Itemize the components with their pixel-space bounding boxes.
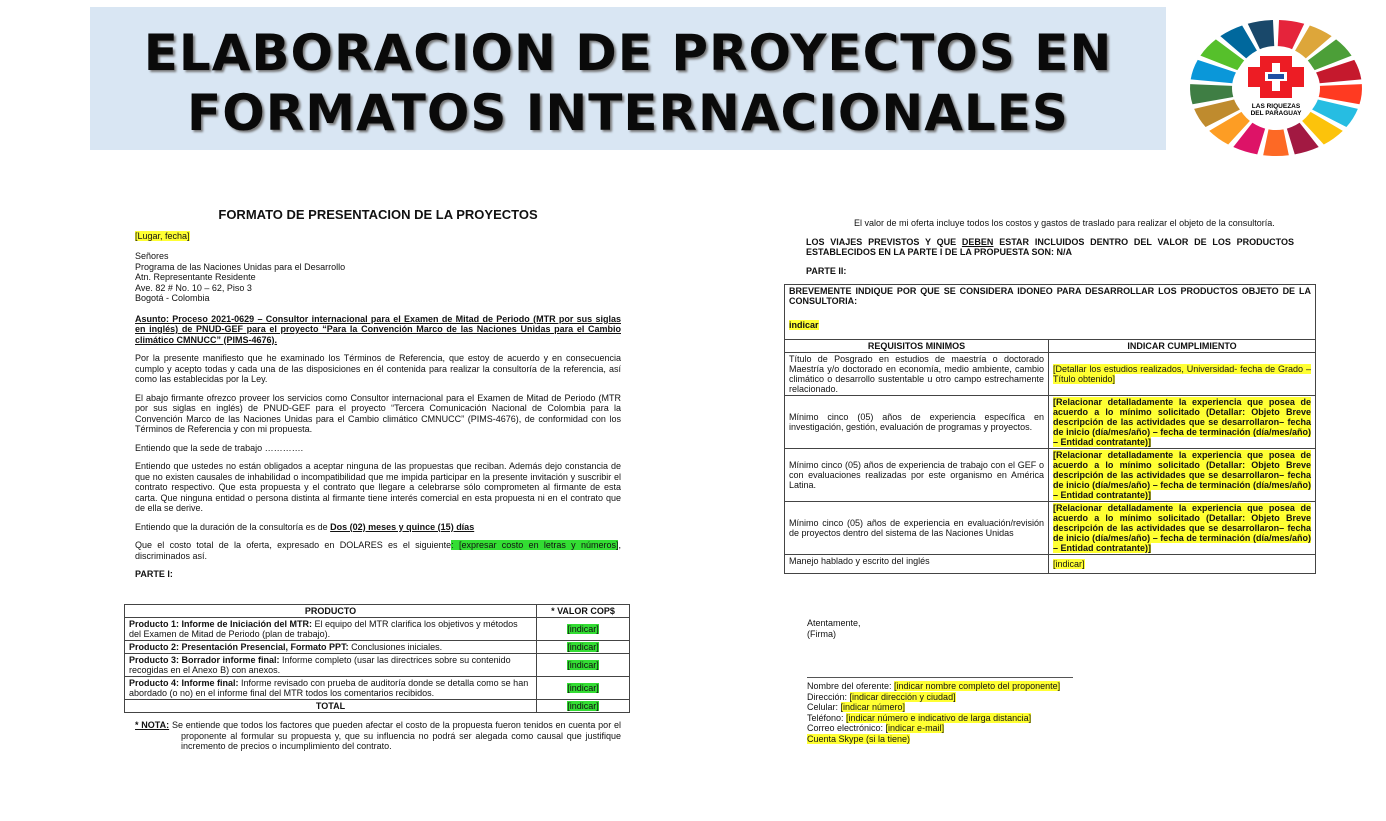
closing-text: Atentamente, bbox=[807, 618, 861, 628]
address-line: Señores bbox=[135, 251, 169, 261]
products-table bbox=[124, 604, 630, 713]
logo-text-1: LAS RIQUEZAS bbox=[1251, 103, 1301, 110]
sig-field bbox=[807, 681, 1207, 692]
title-line-2: FORMATOS INTERNACIONALES bbox=[187, 84, 1069, 142]
sig-field bbox=[807, 702, 1207, 713]
cost-placeholder: : [expresar costo en letras y números] bbox=[451, 540, 619, 550]
address-line: Ave. 82 # No. 10 – 62, Piso 3 bbox=[135, 282, 252, 293]
product-name: Producto 2: Presentación Presencial, Formato PPT: bbox=[129, 642, 349, 652]
address-line: Programa de las Naciones Unidas para el Desarrollo bbox=[135, 261, 346, 272]
sig-field bbox=[807, 723, 1207, 734]
page-title bbox=[90, 7, 1166, 143]
sig-field-value: [indicar nombre completo del proponente] bbox=[894, 681, 1061, 691]
table-header-row bbox=[785, 340, 1316, 353]
sig-field bbox=[807, 713, 1207, 724]
requirement-text: Título de Posgrado en estudios de maestría o doctorado Maestría y/o doctorado en economía, medio ambiente, cambio climático o desarrollo sustentable u otro campo estrechamente relacionado. bbox=[785, 353, 1049, 396]
proposal-letter bbox=[135, 207, 621, 588]
address-block bbox=[135, 251, 621, 304]
table-row bbox=[785, 449, 1316, 502]
sig-field-value: [indicar e-mail] bbox=[885, 723, 945, 733]
idoneo-question: BREVEMENTE INDIQUE POR QUE SE CONSIDERA IDONEO PARA DESARROLLAR LOS PRODUCTOS OBJETO DE LA CONSULTORIA: bbox=[789, 286, 1311, 306]
requirement-text: Mínimo cinco (05) años de experiencia específica en investigación, gestión, evaluación de programas y proyectos. bbox=[785, 396, 1049, 449]
proposal-letter-continued bbox=[784, 218, 1316, 574]
product-value: [indicar] bbox=[567, 642, 599, 652]
idoneo-box bbox=[785, 285, 1316, 340]
compliance-placeholder: [Relacionar detalladamente la experiencia que posea de acuerdo a lo mínimo solicitado (Detallar: Objeto Breve descripción de las actividades que se desarrollaron– fecha de inicio (día/mes/año) – fecha de terminación (día/mes/año) – Entidad contratante)] bbox=[1053, 450, 1311, 500]
requirement-text: Mínimo cinco (05) años de experiencia de trabajo con el GEF o con evaluaciones realizadas por este organismo en América Latina. bbox=[785, 449, 1049, 502]
place-date-placeholder: [Lugar, fecha] bbox=[135, 230, 190, 241]
table-row bbox=[785, 396, 1316, 449]
product-desc: Informe completo (usar las directrices sobre su contenido recogidas en el Anexo B) con anexos. bbox=[129, 655, 511, 675]
compliance-placeholder: [Relacionar detalladamente la experiencia que posea de acuerdo a lo mínimo solicitado (Detallar: Objeto Breve descripción de las actividades que se desarrollaron– fecha de inicio (día/mes/año) – fecha de terminación (día/mes/año) – Entidad contratante)] bbox=[1053, 503, 1311, 553]
table-header-row bbox=[125, 605, 630, 618]
sig-field-value: [indicar dirección y ciudad] bbox=[849, 691, 956, 702]
product-value: [indicar] bbox=[567, 624, 599, 634]
subject-line: Asunto: Proceso 2021-0629 – Consultor internacional para el Examen de Mitad de Periodo (MTR por sus siglas en inglés) de PNUD-GEF para el proyecto “Para la Convención Marco de las Naciones Unidas para el Cambio climático CMNUCC” (PIMS-4676). bbox=[135, 313, 621, 345]
paragraph-1: Por la presente manifiesto que he examinado los Términos de Referencia, que estoy de acuerdo y en consecuencia cumplo y acepto todas y cada una de las disposiciones en él contenida para realizar la consultoría de la referencia, así como las establecidas por la Ley. bbox=[135, 353, 621, 384]
compliance-placeholder: [Detallar los estudios realizados, Universidad- fecha de Grado – Título obtenido] bbox=[1053, 364, 1311, 384]
total-value: [indicar] bbox=[567, 701, 599, 711]
cost-text-end: , discriminados así. bbox=[135, 540, 621, 561]
product-name: Producto 3: Borrador informe final: bbox=[129, 655, 280, 665]
table-row bbox=[125, 618, 630, 641]
travel-underlined: DEBEN bbox=[961, 236, 994, 247]
signature-line bbox=[807, 677, 1073, 678]
column-header: PRODUCTO bbox=[125, 605, 537, 618]
travel-text: LOS VIAJES PREVISTOS Y QUE bbox=[806, 236, 962, 247]
right-paragraph-1: El valor de mi oferta incluye todos los costos y gastos de traslado para realizar el objeto de la consultoría. bbox=[854, 218, 1275, 228]
compliance-placeholder: [indicar] bbox=[1053, 559, 1085, 569]
letter-title: FORMATO DE PRESENTACION DE LA PROYECTOS bbox=[218, 207, 538, 222]
requirement-text: Manejo hablado y escrito del inglés bbox=[785, 555, 1049, 574]
title-banner bbox=[90, 7, 1166, 150]
sig-field-label: Correo electrónico: bbox=[807, 723, 886, 733]
cost-note bbox=[135, 720, 621, 760]
paragraph-4: Entiendo que ustedes no están obligados a aceptar ninguna de las propuestas que reciban. Además dejo constancia de que no existen causales de inhabilidad o incompatibilidad que me impida participar en la presente invitación y suscribir el contrato respectivo. Que esta propuesta y el contrato que llegare a celebrarse sólo comprometen al firmante de esta carta. Que ninguna entidad o persona distinta al firmante tiene interés comercial en esta propuesta ni en el contrato que de ella se derive. bbox=[135, 461, 621, 513]
column-header: INDICAR CUMPLIMIENTO bbox=[1049, 340, 1316, 353]
column-header: * VALOR COP$ bbox=[537, 605, 630, 618]
table-row bbox=[125, 677, 630, 700]
signature-label: (Firma) bbox=[807, 628, 836, 639]
duration-value: Dos (02) meses y quince (15) días bbox=[330, 521, 475, 532]
title-line-1: ELABORACION DE PROYECTOS EN bbox=[143, 24, 1113, 82]
table-row bbox=[785, 502, 1316, 555]
paragraph-2: El abajo firmante ofrezco proveer los servicios como Consultor internacional para el Examen de Mitad de Periodo (MTR por sus siglas en inglés) de PNUD-GEF para el proyecto “Tercera Comunicación Nacional de Colombia para la Convención Marco de las Naciones Unidas para el Cambio climático CMNUCC” (PIMS-4676), de conformidad con los Términos de Referencia y con mi propuesta. bbox=[135, 392, 621, 434]
product-desc: Conclusiones iniciales. bbox=[348, 642, 443, 652]
address-line: Atn. Representante Residente bbox=[135, 272, 256, 282]
table-row bbox=[785, 555, 1316, 574]
total-label: TOTAL bbox=[125, 700, 537, 713]
product-value: [indicar] bbox=[567, 660, 599, 670]
sig-field-value: [indicar número e indicativo de larga distancia] bbox=[846, 712, 1032, 723]
paragraph-6 bbox=[135, 540, 621, 561]
note-text: Se entiende que todos los factores que pueden afectar el costo de la propuesta fueron tenidos en cuenta por el proponente al formular su propuesta y, que su influencia no podrá ser alegada como causal que justifique incremento de precios o incumplimiento del contrato. bbox=[169, 720, 621, 751]
parte-1-heading: PARTE I: bbox=[135, 569, 173, 579]
column-header: REQUISITOS MINIMOS bbox=[785, 340, 1049, 353]
product-desc: El equipo del MTR clarifica los objetivos y métodos del Examen de Mitad de Periodo (plan de trabajo). bbox=[129, 619, 518, 639]
table-row bbox=[125, 654, 630, 677]
note-label: * NOTA: bbox=[135, 720, 170, 730]
duration-text: Entiendo que la duración de la consultoría es de bbox=[135, 521, 331, 532]
signature-block bbox=[807, 618, 1207, 744]
sig-field-label: Dirección: bbox=[807, 691, 850, 702]
idoneo-placeholder: indicar bbox=[789, 320, 819, 330]
parte-2-heading: PARTE II: bbox=[806, 265, 847, 276]
right-paragraph-2 bbox=[784, 237, 1316, 258]
address-line: Bogotá - Colombia bbox=[135, 293, 210, 303]
sig-field-label: Teléfono: bbox=[807, 712, 847, 723]
product-name: Producto 4: Informe final: bbox=[129, 678, 239, 688]
sig-field-label: Nombre del oferente: bbox=[807, 681, 895, 691]
sig-field-label: Celular: bbox=[807, 702, 841, 712]
sig-field bbox=[807, 692, 1207, 703]
table-row bbox=[125, 641, 630, 654]
product-name: Producto 1: Informe de Iniciación del MTR: bbox=[129, 619, 313, 629]
product-desc: Informe revisado con prueba de auditoría donde se detalla como se han abordado (o no) en el informe final del MTR todos los comentarios recibidos. bbox=[129, 678, 529, 698]
sig-field-value: [indicar número] bbox=[840, 702, 906, 712]
requirement-text: Mínimo cinco (05) años de experiencia en evaluación/revisión de proyectos dentro del sistema de las Naciones Unidas bbox=[785, 502, 1049, 555]
travel-text-end: ESTAR INCLUIDOS DENTRO DEL VALOR DE LOS PRODUCTOS ESTABLECIDOS EN LA PARTE I DE LA PROPUESTA SON: N/A bbox=[806, 236, 1294, 257]
paragraph-5 bbox=[135, 522, 621, 533]
table-row bbox=[785, 353, 1316, 396]
paragraph-3: Entiendo que la sede de trabajo …………. bbox=[135, 442, 304, 453]
cost-text: Que el costo total de la oferta, expresado en DOLARES es el siguiente bbox=[135, 540, 452, 550]
skype-field: Cuenta Skype (si la tiene) bbox=[807, 733, 911, 744]
compliance-placeholder: [Relacionar detalladamente la experiencia que posea de acuerdo a lo mínimo solicitado (Detallar: Objeto Breve descripción de las actividades que se desarrollaron– fecha de inicio (día/mes/año) – fecha de terminación (día/mes/año) – Entidad contratante)] bbox=[1053, 397, 1311, 447]
requirements-table bbox=[784, 284, 1316, 574]
logo-text-2: DEL PARAGUAY bbox=[1250, 110, 1302, 117]
product-value: [indicar] bbox=[567, 683, 599, 693]
total-row bbox=[125, 700, 630, 713]
sdg-wheel-logo bbox=[1188, 18, 1364, 158]
